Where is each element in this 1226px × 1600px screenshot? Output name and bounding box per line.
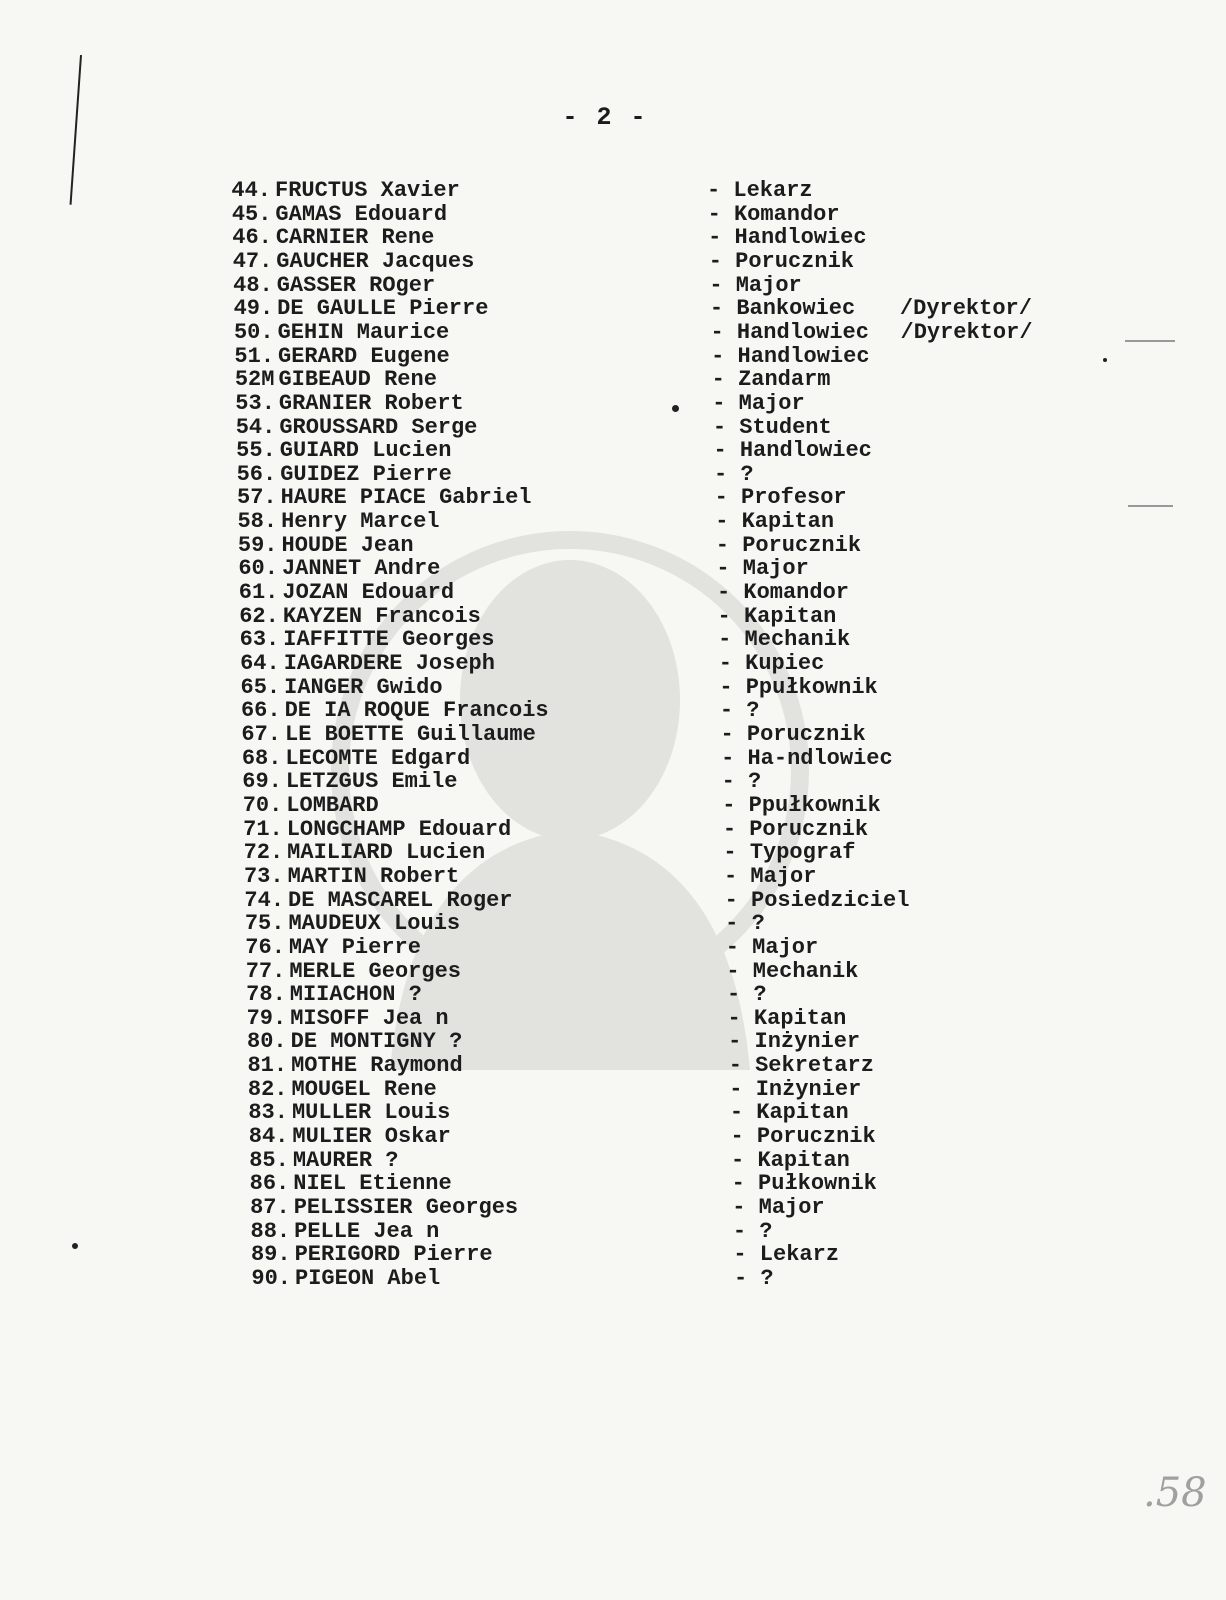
list-item <box>227 935 1027 960</box>
page-number: - 2 - <box>562 103 648 132</box>
entry-name: MOTHE Raymond <box>291 1053 463 1079</box>
entry-name: MULLER Louis <box>291 1100 451 1126</box>
entry-occupation: - Ha-ndlowiec <box>721 745 893 771</box>
entry-name: GAUCHER Jacques <box>276 248 475 274</box>
entry-number: 61. <box>238 580 279 606</box>
entry-number: 86. <box>249 1171 290 1197</box>
list-item <box>218 438 1018 463</box>
entry-name: GIBEAUD Rene <box>278 367 437 393</box>
list-item <box>230 1077 1030 1102</box>
ink-speck <box>72 1243 78 1249</box>
list-item <box>232 1195 1032 1220</box>
list-item <box>214 249 1014 274</box>
entry-name: IAFFITTE Georges <box>283 627 495 653</box>
entry-occupation: - Inżynier <box>728 1029 861 1055</box>
entry-number: 71. <box>243 816 283 842</box>
entry-number: 46. <box>232 225 272 251</box>
entry-occupation: - Kapitan <box>727 1005 847 1031</box>
entry-occupation: - Mechanik <box>726 958 859 984</box>
entry-name: JANNET Andre <box>281 556 441 582</box>
scan-mark <box>1128 505 1173 507</box>
list-item <box>227 959 1027 984</box>
entry-number: 74. <box>244 887 285 913</box>
entry-occupation: - Kupiec <box>718 651 825 677</box>
list-item <box>228 982 1028 1007</box>
entry-number: 66. <box>240 698 281 724</box>
list-item <box>215 296 1032 322</box>
list-item <box>225 817 1025 842</box>
list-item <box>218 462 1018 487</box>
entry-number: 77. <box>245 958 286 984</box>
list-item <box>231 1171 1031 1196</box>
entry-number: 83. <box>248 1100 288 1126</box>
entry-number: 48. <box>233 272 273 298</box>
list-item <box>230 1100 1030 1125</box>
entry-name: PERIGORD Pierre <box>294 1242 493 1268</box>
list-item <box>219 485 1019 510</box>
entry-occupation: - Major <box>716 556 809 582</box>
list-item <box>216 367 1016 392</box>
list-item <box>213 202 1013 227</box>
entry-name: MAURER ? <box>292 1147 399 1173</box>
entry-number: 80. <box>247 1029 287 1055</box>
entry-occupation: - Posiedziciel <box>724 887 910 913</box>
entry-number: 51. <box>234 343 275 369</box>
entry-occupation: - Sekretarz <box>728 1053 874 1079</box>
entry-name: LONGCHAMP Edouard <box>286 816 512 842</box>
entry-name: GASSER ROger <box>276 272 436 298</box>
entry-name: MISOFF Jea n <box>290 1005 449 1031</box>
list-item <box>216 319 1033 345</box>
entry-occupation: - Inżynier <box>729 1076 862 1102</box>
entry-number: 89. <box>250 1242 291 1268</box>
entry-number: 52M <box>234 367 275 393</box>
entry-number: 54. <box>235 414 276 440</box>
list-item <box>228 1006 1028 1031</box>
entry-number: 78. <box>246 982 286 1008</box>
entry-number: 90. <box>251 1266 291 1291</box>
entry-occupation: - Handlowiec <box>713 438 872 464</box>
entry-name: CARNIER Rene <box>275 225 435 251</box>
entry-name: IANGER Gwido <box>284 674 443 700</box>
entry-occupation: - Kapitan <box>715 509 835 535</box>
entry-occupation: - Ppułkownik <box>719 674 878 700</box>
entry-number: 82. <box>247 1076 288 1102</box>
entry-name: DE GAULLE Pierre <box>277 296 489 322</box>
list-item <box>230 1124 1030 1149</box>
scan-mark <box>1125 340 1175 342</box>
list-item <box>233 1242 1033 1267</box>
entry-name: MIIACHON ? <box>289 982 422 1008</box>
entry-number: 58. <box>237 509 278 535</box>
entry-number: 63. <box>239 627 280 653</box>
entry-occupation: - Major <box>712 390 805 416</box>
entry-occupation: - Mechanik <box>718 627 851 653</box>
entry-occupation: - Zandarm <box>711 367 831 393</box>
list-item <box>219 509 1019 534</box>
entry-number: 55. <box>236 438 276 464</box>
entry-number: 45. <box>231 201 272 227</box>
list-item <box>221 604 1021 629</box>
entry-number: 50. <box>233 319 274 345</box>
entry-number: 47. <box>232 248 273 274</box>
list-item <box>229 1029 1029 1054</box>
entry-occupation: - Major <box>724 863 817 889</box>
entry-number: 68. <box>241 745 282 771</box>
entry-occupation: - Handlowiec <box>711 343 870 369</box>
entry-occupation: - Major <box>725 934 819 960</box>
list-item <box>214 225 1014 250</box>
entry-name: GUIARD Lucien <box>279 438 452 464</box>
list-item <box>220 556 1020 581</box>
entry-number: 49. <box>233 296 274 322</box>
list-item <box>222 651 1022 676</box>
entry-occupation: - Handlowiec <box>710 319 869 345</box>
entry-occupation: - ? <box>714 461 754 487</box>
entry-name: GUIDEZ Pierre <box>280 461 452 487</box>
entry-occupation: - Handlowiec <box>708 225 867 251</box>
entry-name: MAILIARD Lucien <box>287 840 486 866</box>
list-item <box>213 178 1013 203</box>
entry-number: 44. <box>231 178 271 203</box>
entry-number: 76. <box>245 934 285 960</box>
entry-name: DE MASCAREL Roger <box>288 887 513 913</box>
entry-number: 75. <box>244 911 285 937</box>
list-item <box>220 580 1020 605</box>
entry-occupation: - ? <box>721 769 762 795</box>
entry-occupation: - ? <box>734 1266 774 1291</box>
entry-note: /Dyrektor/ <box>899 296 1032 322</box>
list-item <box>223 746 1023 771</box>
entry-number: 53. <box>235 390 275 416</box>
entry-number: 60. <box>238 556 278 582</box>
entry-name: Henry Marcel <box>281 509 440 535</box>
entry-number: 64. <box>240 651 280 677</box>
entry-number: 62. <box>239 603 279 629</box>
entry-occupation: - ? <box>732 1218 773 1244</box>
list-item <box>215 273 1015 298</box>
entry-name: MULIER Oskar <box>292 1124 451 1150</box>
entry-name: GAMAS Edouard <box>275 201 448 227</box>
entry-number: 67. <box>241 722 281 747</box>
list-item <box>224 769 1024 794</box>
entry-occupation: - ? <box>725 911 765 937</box>
margin-line <box>70 55 82 205</box>
entry-name: LETZGUS Emile <box>285 769 458 795</box>
entry-name: KAYZEN Francois <box>282 603 481 629</box>
entry-occupation: - Lekarz <box>733 1242 840 1268</box>
entry-occupation: - Kapitan <box>731 1147 850 1173</box>
entry-name: DE MONTIGNY ? <box>290 1029 463 1055</box>
entry-number: 57. <box>237 485 277 511</box>
list-item <box>216 344 1016 369</box>
entry-number: 65. <box>240 674 281 700</box>
list-item <box>225 840 1025 865</box>
entry-name: LOMBARD <box>286 792 379 818</box>
entry-occupation: - Major <box>732 1195 825 1221</box>
entry-name: MOUGEL Rene <box>291 1076 437 1102</box>
entry-name: PELISSIER Georges <box>293 1195 519 1221</box>
entry-occupation: - Major <box>709 272 802 298</box>
entry-occupation: - Komandor <box>716 580 849 606</box>
entry-occupation: - Pułkownik <box>731 1171 877 1197</box>
entry-occupation: - ? <box>726 982 767 1008</box>
entry-note: /Dyrektor/ <box>900 319 1033 345</box>
list-item <box>231 1148 1031 1173</box>
entry-name: DE IA ROQUE Francois <box>284 698 549 724</box>
entry-name: MERLE Georges <box>289 958 461 984</box>
entry-name: GEHIN Maurice <box>277 319 450 345</box>
entry-name: IAGARDERE Joseph <box>283 651 495 677</box>
entry-number: 87. <box>250 1195 290 1221</box>
entry-number: 81. <box>247 1053 288 1079</box>
entry-occupation: - Profesor <box>714 485 847 511</box>
list-item <box>223 698 1023 723</box>
entry-occupation: - Komandor <box>707 201 840 227</box>
entry-name: GROUSSARD Serge <box>279 414 478 440</box>
entry-occupation: - Porucznik <box>720 722 866 747</box>
entry-number: 59. <box>237 532 278 558</box>
list-item <box>223 722 1023 747</box>
list-item <box>226 864 1026 889</box>
list-item <box>221 627 1021 652</box>
entry-name: HAURE PIACE Gabriel <box>280 485 532 511</box>
ink-speck <box>672 405 679 412</box>
entry-occupation: - Kapitan <box>729 1100 849 1126</box>
list-item <box>224 793 1024 818</box>
entry-name: GRANIER Robert <box>278 390 464 416</box>
entry-name: FRUCTUS Xavier <box>275 178 460 203</box>
entry-number: 79. <box>246 1005 287 1031</box>
entry-occupation: - Porucznik <box>708 248 854 274</box>
entry-number: 73. <box>243 863 284 889</box>
list-item <box>222 675 1022 700</box>
entry-name: LECOMTE Edgard <box>285 745 471 771</box>
entry-occupation: - Ppułkownik <box>722 792 881 818</box>
entry-name: MAUDEUX Louis <box>288 911 461 937</box>
list-item <box>226 911 1026 936</box>
entry-occupation: - Porucznik <box>722 816 869 842</box>
entry-name: PIGEON Abel <box>295 1266 441 1291</box>
ink-speck <box>1103 358 1107 362</box>
archive-number: .58 <box>1143 1470 1207 1516</box>
entry-number: 88. <box>250 1218 291 1244</box>
list-item <box>217 415 1017 440</box>
entry-number: 72. <box>243 840 284 866</box>
entry-number: 70. <box>242 792 283 818</box>
list-item <box>217 391 1017 416</box>
list-item <box>220 533 1020 558</box>
entry-occupation: - Lekarz <box>707 178 813 203</box>
list-item <box>226 888 1026 913</box>
entry-name: MARTIN Robert <box>287 863 460 889</box>
entry-name: JOZAN Edouard <box>282 580 455 606</box>
list-item <box>232 1219 1032 1244</box>
entry-number: 85. <box>249 1147 289 1173</box>
entry-occupation: - Porucznik <box>715 532 862 558</box>
entry-occupation: - Bankowiec <box>709 296 856 322</box>
entry-occupation: - Typograf <box>723 840 856 866</box>
entry-occupation: - Student <box>712 414 832 440</box>
entry-name: HOUDE Jean <box>281 532 414 558</box>
entry-number: 84. <box>248 1124 289 1150</box>
entry-name: LE BOETTE Guillaume <box>285 722 536 747</box>
entry-number: 56. <box>236 461 277 487</box>
list-item <box>229 1053 1029 1078</box>
entry-name: GERARD Eugene <box>278 343 450 369</box>
entry-name: PELLE Jea n <box>294 1218 440 1244</box>
entry-number: 69. <box>242 769 282 795</box>
entry-occupation: - Porucznik <box>730 1124 876 1150</box>
entry-name: MAY Pierre <box>288 934 421 960</box>
entry-occupation: - ? <box>719 698 760 724</box>
entry-occupation: - Kapitan <box>717 603 837 629</box>
entry-name: NIEL Etienne <box>293 1171 452 1197</box>
list-item <box>233 1266 1033 1291</box>
